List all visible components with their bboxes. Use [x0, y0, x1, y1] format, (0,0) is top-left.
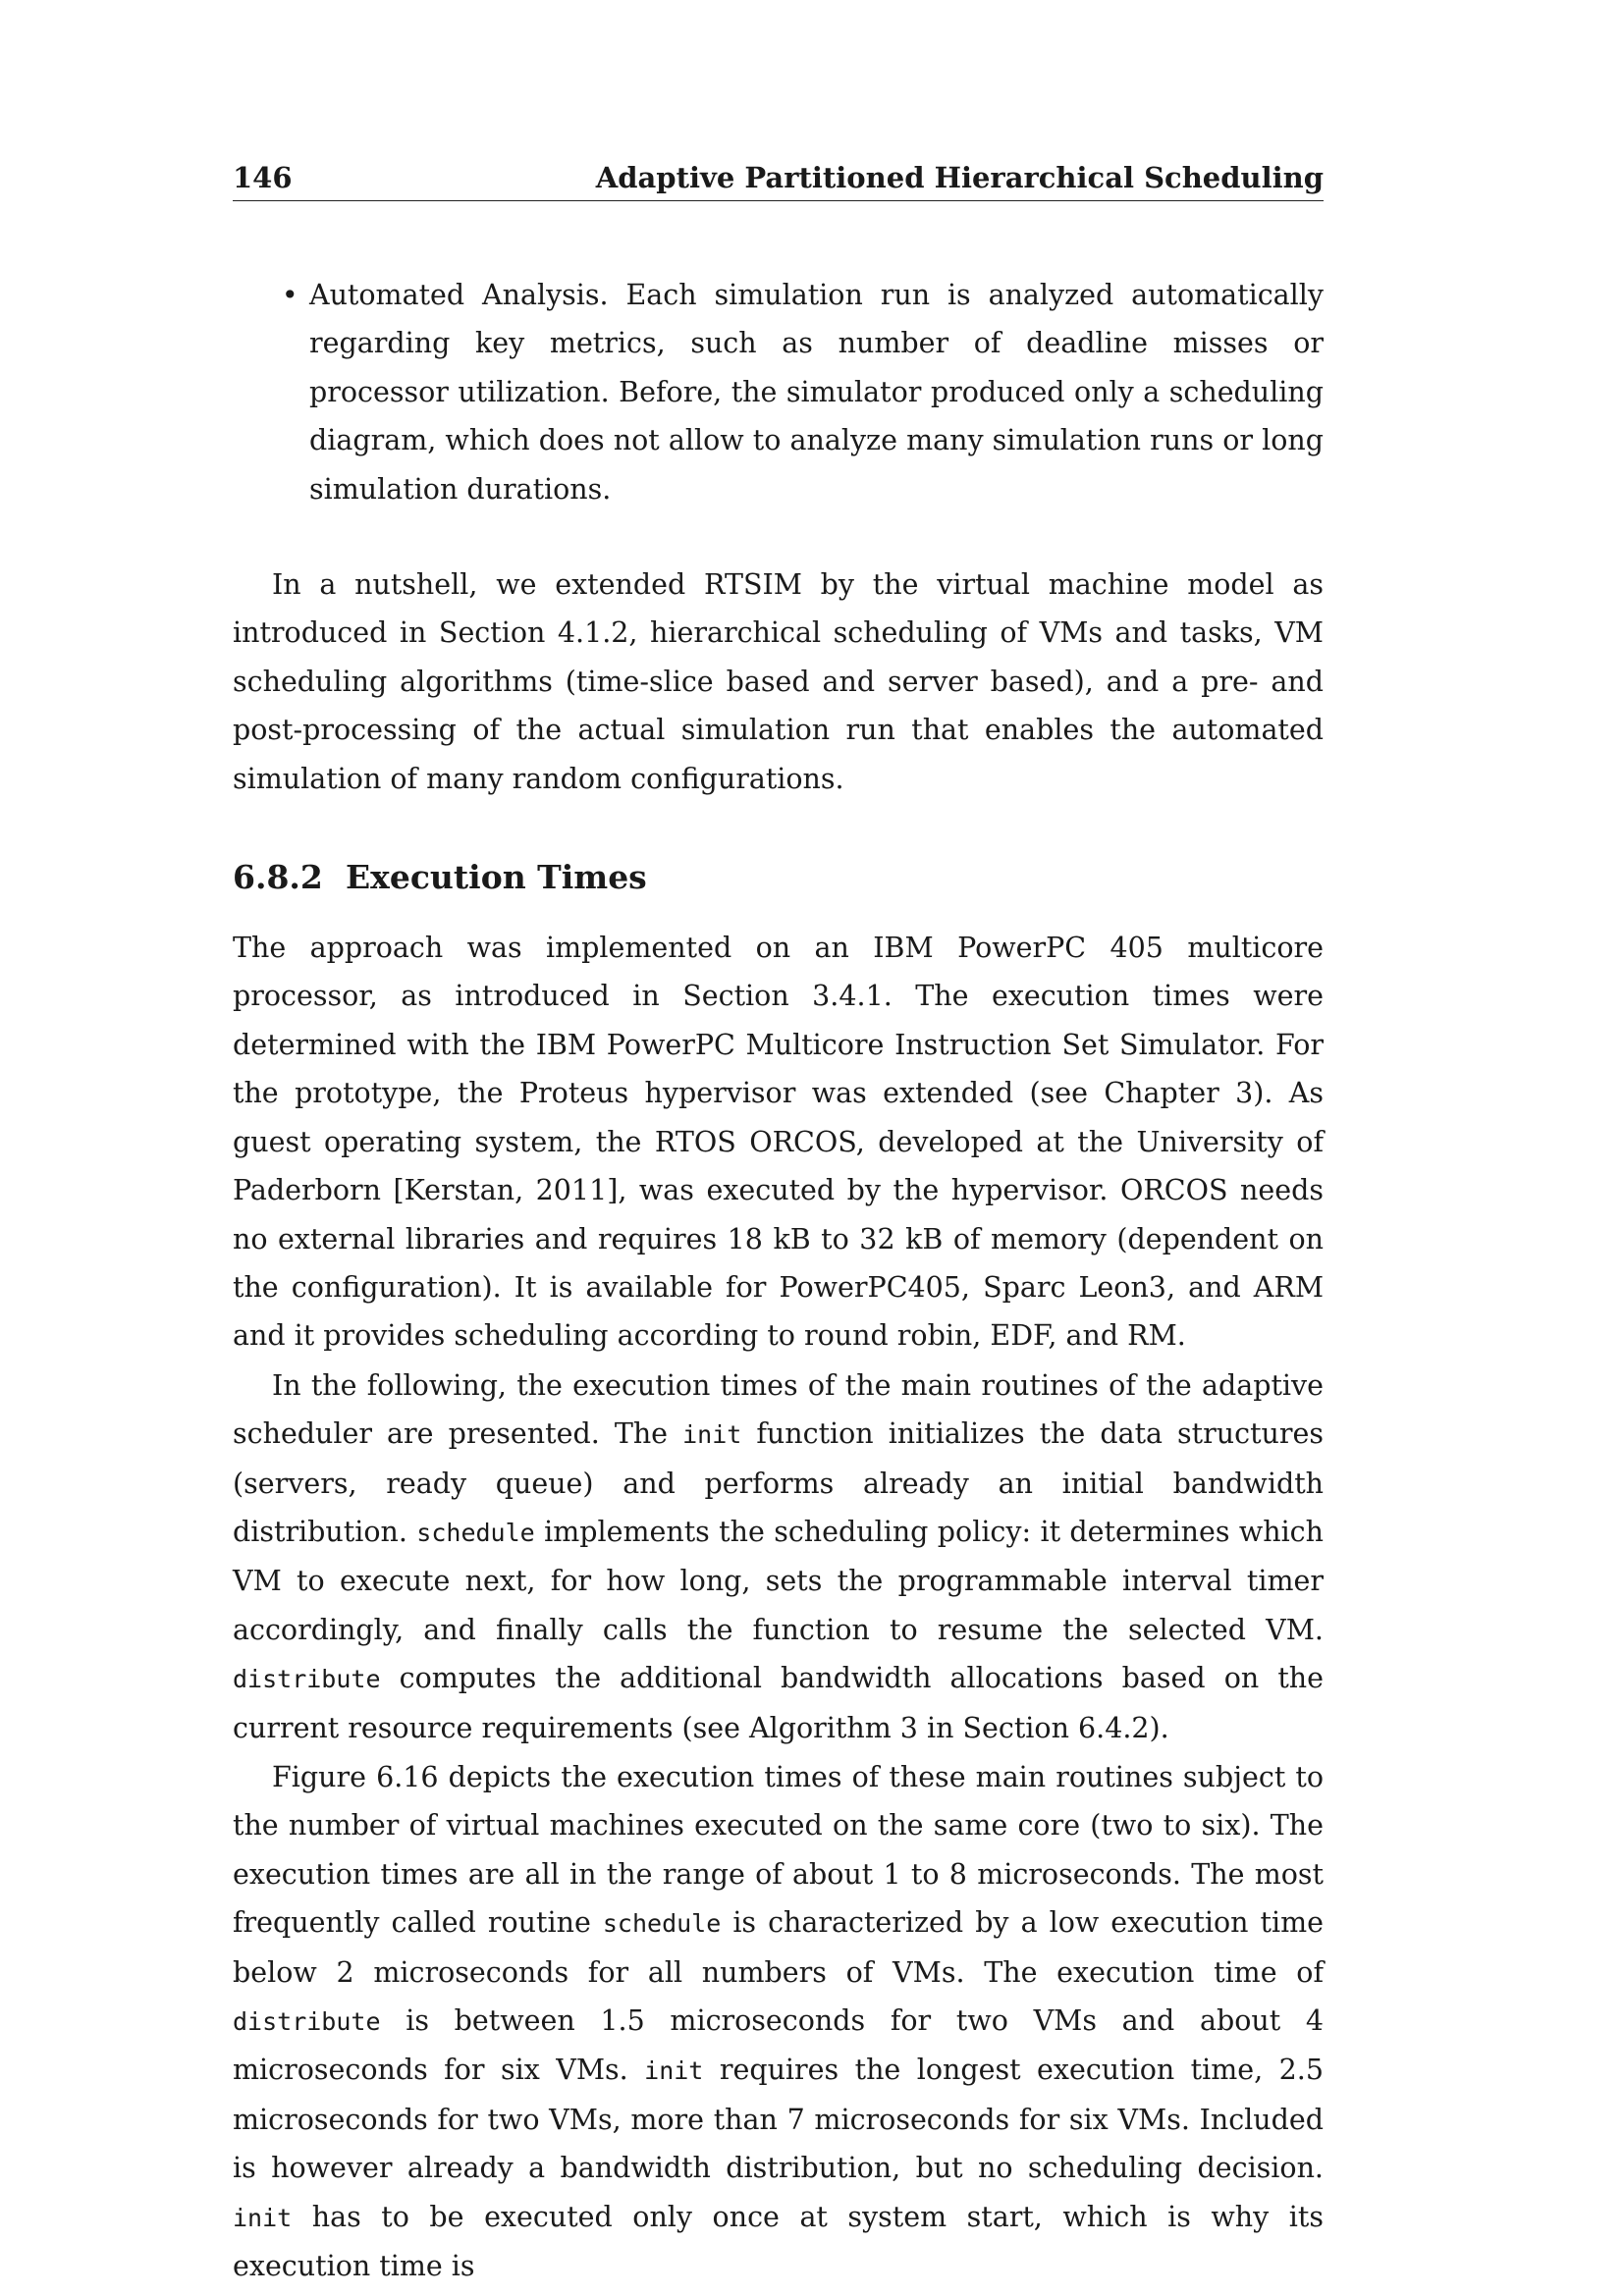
- running-title: Adaptive Partitioned Hierarchical Scheduling: [595, 161, 1324, 194]
- page: [233, 157, 1324, 2290]
- code-distribute: distribute: [233, 1665, 381, 1694]
- section-title: Execution Times: [346, 858, 647, 897]
- text-run: requires the longest execution time, 2.5 microseconds for two VMs, more than 7 microseconds for six VMs. Included is however already a bandwidth distribution, but no scheduling decision.: [233, 2054, 1324, 2185]
- paragraph-routines: [233, 1362, 1324, 1752]
- bullet-text: Automated Analysis. Each simulation run is analyzed automatically regarding key metrics, such as number of deadline misses or processor utilization. Before, the simulator produced only a scheduling diagram, which does not allow to analyze many simulation runs or long simulation durations.: [309, 279, 1324, 506]
- bullet-icon: •: [282, 279, 298, 311]
- bullet-list: [233, 271, 1324, 513]
- paragraph-nutshell: In a nutshell, we extended RTSIM by the virtual machine model as introduced in Section 4.1.2, hierarchical scheduling of VMs and tasks, VM scheduling algorithms (time-slice based and server based), and a pre- and post-processing of the actual simulation run that enables the automated simulation of many random configurations.: [233, 568, 1324, 795]
- list-item: [233, 271, 1324, 513]
- running-header: [233, 157, 1324, 201]
- code-schedule: schedule: [602, 1909, 722, 1939]
- code-schedule: schedule: [416, 1518, 535, 1547]
- paragraph-figure: [233, 1753, 1324, 2290]
- text-run: function initializes the data structures (servers, ready queue) and performs already an initial bandwidth distribution.: [233, 1417, 1324, 1548]
- section-number: 6.8.2: [233, 858, 323, 897]
- text-run: computes the additional bandwidth allocations based on the current resource requirements (see Algorithm 3 in Section 6.4.2).: [233, 1662, 1324, 1744]
- text-run: implements the scheduling policy: it determines which VM to execute next, for how long, sets the programmable interval timer accordingly, and finally calls the function to resume the selected VM.: [233, 1515, 1324, 1646]
- paragraph-approach: The approach was implemented on an IBM PowerPC 405 multicore processor, as introduced in Section 3.4.1. The execution times were determined with the IBM PowerPC Multicore Instruction Set Simulator. For the prototype, the Proteus hypervisor was extended (see Chapter 3). As guest operating system, the RTOS ORCOS, developed at the University of Paderborn [Kerstan, 2011], was executed by the hypervisor. ORCOS needs no external libraries and requires 18 kB to 32 kB of memory (dependent on the configuration). It is available for PowerPC405, Sparc Leon3, and ARM and it provides scheduling according to round robin, EDF, and RM.: [233, 932, 1324, 1353]
- section-heading: [233, 858, 1324, 896]
- text-run: In the following, the execution times of the main routines of the adaptive scheduler are presented. The: [233, 1368, 1324, 1451]
- text-run: has to be executed only once at system start, which is why its execution time is: [233, 2200, 1324, 2283]
- code-init: init: [644, 2056, 704, 2086]
- code-init: init: [233, 2203, 293, 2232]
- code-distribute: distribute: [233, 2007, 381, 2036]
- text-run: is between 1.5 microseconds for two VMs and about 4 microseconds for six VMs.: [233, 2004, 1324, 2087]
- page-number: 146: [233, 161, 293, 194]
- text-run: Figure 6.16 depicts the execution times of these main routines subject to the number of virtual machines executed on the same core (two to six). The execution times are all in the range of about 1 to 8 microseconds. The most frequently called routine: [233, 1760, 1324, 1940]
- text-run: is characterized by a low execution time below 2 microseconds for all numbers of VMs. The execution time of: [233, 1906, 1324, 1989]
- code-init: init: [682, 1420, 742, 1450]
